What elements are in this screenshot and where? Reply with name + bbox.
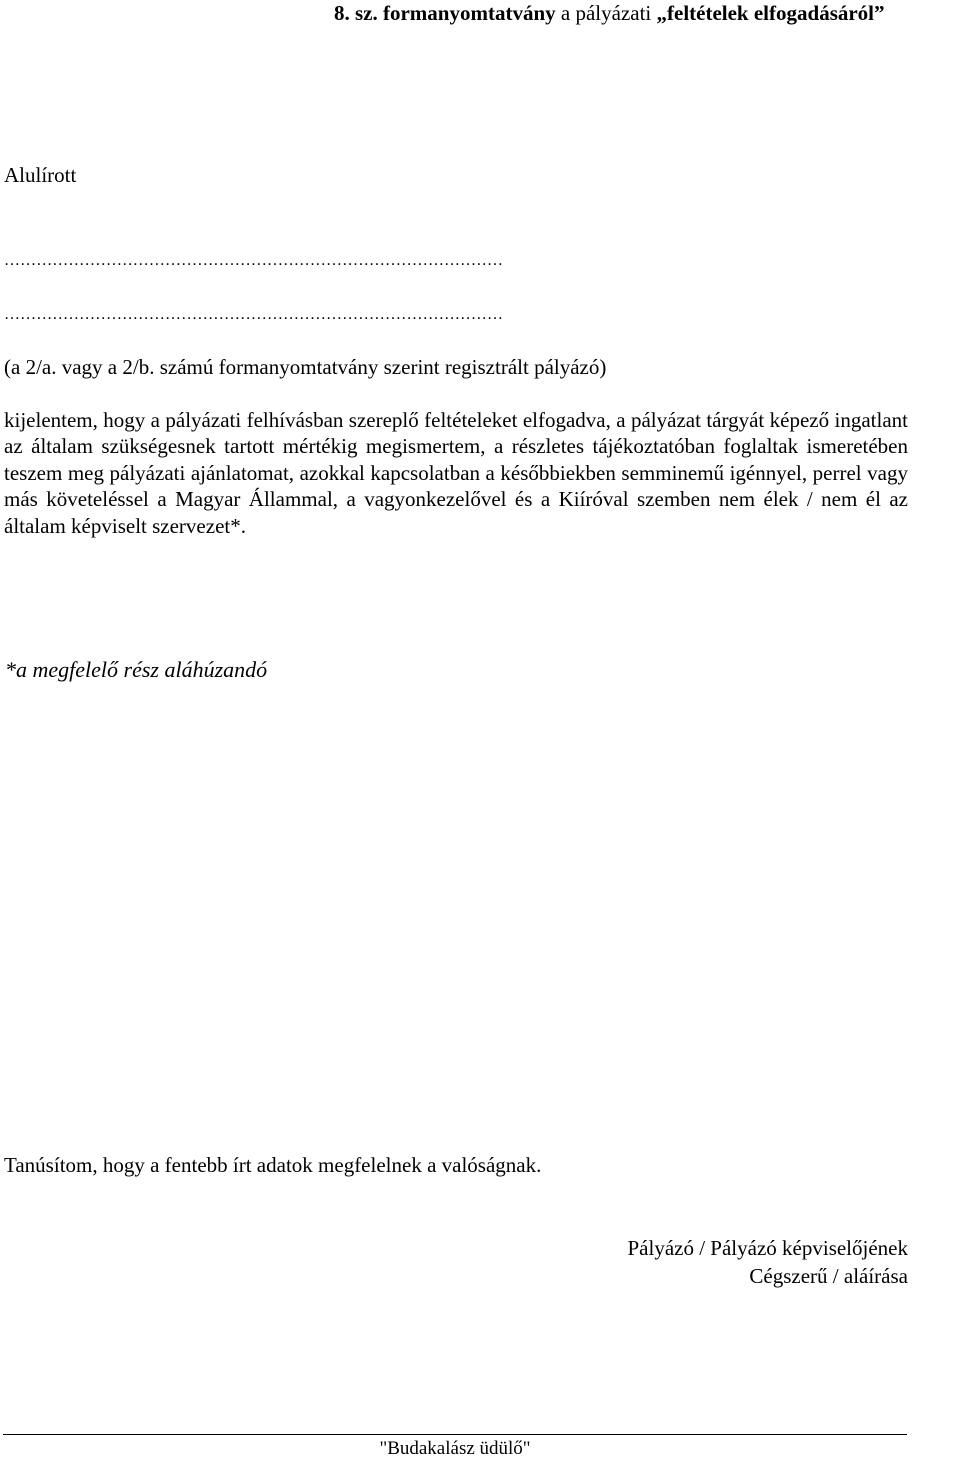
certification-statement: Tanúsítom, hogy a fentebb írt adatok megfelelnek a valóságnak. <box>4 1153 542 1177</box>
footer-divider <box>3 1434 907 1435</box>
signature-label-line-2: Cégszerű / aláírása <box>749 1264 908 1288</box>
name-fill-line-1: ………………………………………………………………………………… <box>4 252 504 269</box>
footnote: *a megfelelő rész aláhúzandó <box>5 657 268 682</box>
signature-block <box>628 1234 909 1290</box>
undersigned-label: Alulírott <box>4 163 77 187</box>
page-title <box>334 0 885 26</box>
declaration-paragraph: kijelentem, hogy a pályázati felhívásban szereplő feltételeket elfogadva, a pályázat tárgyát képező ingatlant az általam szükségesnek tartott mértékig megismertem, a részletes tájékoztatóban foglaltak ismeretében teszem meg pályázati ajánlatomat, azokkal kapcsolatban a későbbiekben semminemű igénnyel, perrel vagy más követeléssel a Magyar Állammal, a vagyonkezelővel és a Kiíróval szemben nem élek / nem él az általam képviselt szervezet*. <box>4 408 908 538</box>
form-number: 8. sz. formanyomtatvány <box>334 1 556 25</box>
title-middle: a pályázati <box>555 1 657 25</box>
name-fill-line-2: ………………………………………………………………………………… <box>4 306 504 323</box>
registration-note: (a 2/a. vagy a 2/b. számú formanyomtatvány szerint regisztrált pályázó) <box>4 355 607 379</box>
footer-label: "Budakalász üdülő" <box>379 1438 531 1459</box>
title-subject: „feltételek elfogadásáról” <box>656 1 885 25</box>
signature-label-line-1: Pályázó / Pályázó képviselőjének <box>627 1236 908 1260</box>
